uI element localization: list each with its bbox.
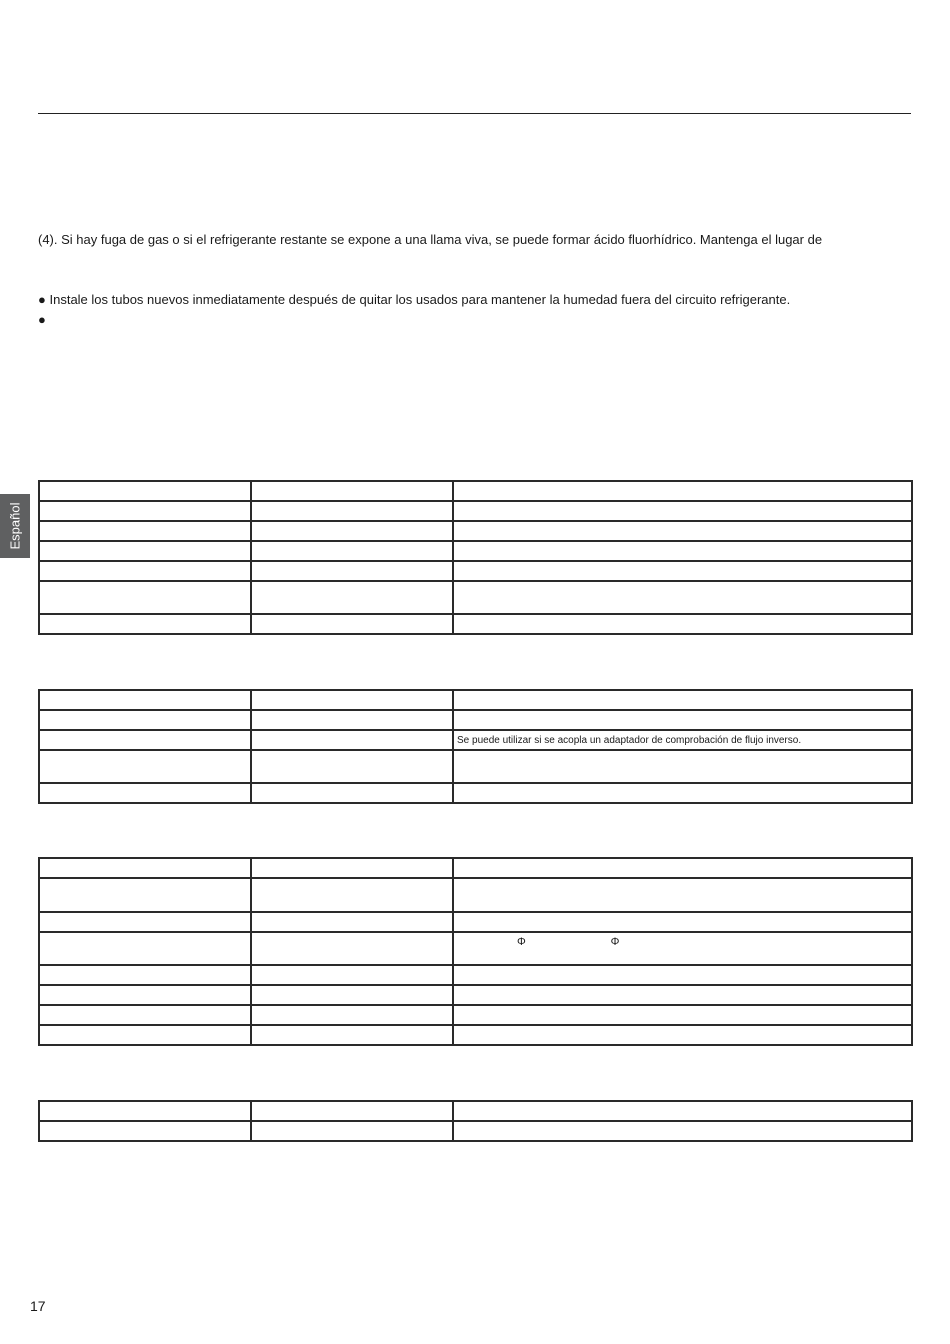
table-cell bbox=[251, 1025, 453, 1045]
table-2 bbox=[38, 689, 913, 804]
table-row bbox=[39, 501, 912, 521]
table-cell bbox=[453, 521, 912, 541]
table-row bbox=[39, 783, 912, 803]
paragraph-4: (4). Si hay fuga de gas o si el refrigerante restante se expone a una llama viva, se puede formar ácido fluorhídrico. Mantenga el lugar de bbox=[38, 232, 823, 247]
page-number: 17 bbox=[30, 1298, 46, 1314]
table-cell bbox=[453, 690, 912, 710]
table-cell bbox=[251, 501, 453, 521]
table-cell bbox=[39, 750, 251, 783]
table-3 bbox=[38, 857, 913, 1046]
bullet-item-2 bbox=[38, 312, 46, 328]
table-cell bbox=[453, 1121, 912, 1141]
table-cell bbox=[251, 932, 453, 965]
table-row bbox=[39, 1025, 912, 1045]
table-cell bbox=[453, 985, 912, 1005]
table-cell bbox=[251, 1121, 453, 1141]
table-row bbox=[39, 750, 912, 783]
table-cell bbox=[39, 912, 251, 932]
table-cell bbox=[453, 614, 912, 634]
table-cell bbox=[251, 878, 453, 912]
table-row bbox=[39, 878, 912, 912]
table-cell bbox=[251, 912, 453, 932]
table-cell bbox=[453, 1005, 912, 1025]
table-cell bbox=[251, 541, 453, 561]
table-cell bbox=[39, 581, 251, 614]
table-cell bbox=[39, 932, 251, 965]
table-cell bbox=[39, 521, 251, 541]
table-1 bbox=[38, 480, 913, 635]
language-side-tab bbox=[0, 494, 30, 558]
table-row bbox=[39, 932, 912, 965]
table-row bbox=[39, 541, 912, 561]
table-cell bbox=[39, 878, 251, 912]
table-cell bbox=[251, 581, 453, 614]
table-row bbox=[39, 1101, 912, 1121]
table-row bbox=[39, 858, 912, 878]
table-cell bbox=[251, 690, 453, 710]
table-cell bbox=[453, 1101, 912, 1121]
table-cell bbox=[453, 858, 912, 878]
table-cell bbox=[453, 912, 912, 932]
table-cell bbox=[251, 521, 453, 541]
table-cell bbox=[39, 690, 251, 710]
table-row bbox=[39, 965, 912, 985]
table-row bbox=[39, 521, 912, 541]
table-cell bbox=[251, 783, 453, 803]
table-row bbox=[39, 912, 912, 932]
table-cell bbox=[39, 614, 251, 634]
table-row bbox=[39, 730, 912, 750]
table-cell bbox=[251, 481, 453, 501]
table-cell bbox=[453, 878, 912, 912]
table-row bbox=[39, 614, 912, 634]
table-cell bbox=[39, 501, 251, 521]
table-row bbox=[39, 561, 912, 581]
table-row bbox=[39, 481, 912, 501]
table-cell bbox=[39, 481, 251, 501]
bullet-item-1 bbox=[38, 292, 790, 308]
phi-symbol: Φ bbox=[610, 936, 620, 948]
table-cell bbox=[453, 783, 912, 803]
table-cell bbox=[251, 750, 453, 783]
table-cell: Se puede utilizar si se acopla un adaptador de comprobación de flujo inverso. bbox=[453, 730, 912, 750]
header-rule bbox=[38, 113, 911, 114]
table-cell bbox=[39, 1101, 251, 1121]
phi-symbol: Φ bbox=[517, 936, 526, 948]
table-cell bbox=[251, 1005, 453, 1025]
table-cell bbox=[39, 783, 251, 803]
table-cell bbox=[39, 985, 251, 1005]
table-row bbox=[39, 1005, 912, 1025]
table-cell bbox=[453, 501, 912, 521]
table-cell bbox=[39, 1025, 251, 1045]
table-cell bbox=[251, 858, 453, 878]
table-cell bbox=[39, 1005, 251, 1025]
table-cell bbox=[453, 932, 912, 965]
table-row bbox=[39, 1121, 912, 1141]
table-cell bbox=[39, 965, 251, 985]
table-cell bbox=[453, 965, 912, 985]
table-cell bbox=[39, 1121, 251, 1141]
bullet-dot-icon: ● bbox=[38, 292, 46, 307]
table-cell bbox=[39, 858, 251, 878]
table-row bbox=[39, 710, 912, 730]
table-cell bbox=[251, 561, 453, 581]
table-row bbox=[39, 985, 912, 1005]
table-cell bbox=[251, 1101, 453, 1121]
bullet-text: Instale los tubos nuevos inmediatamente después de quitar los usados para mantener la humedad fuera del circuito refrigerante. bbox=[49, 292, 791, 307]
side-tab-label: Español bbox=[7, 502, 23, 550]
table-cell bbox=[453, 710, 912, 730]
table-cell bbox=[453, 481, 912, 501]
table-cell bbox=[251, 965, 453, 985]
table-cell bbox=[251, 985, 453, 1005]
table-row bbox=[39, 581, 912, 614]
table-cell bbox=[251, 710, 453, 730]
table-4 bbox=[38, 1100, 913, 1142]
table-cell bbox=[251, 614, 453, 634]
bullet-dot-icon: ● bbox=[38, 312, 46, 327]
table-cell bbox=[39, 561, 251, 581]
table-cell bbox=[453, 581, 912, 614]
table-row bbox=[39, 690, 912, 710]
table-cell bbox=[39, 730, 251, 750]
table-cell bbox=[453, 1025, 912, 1045]
table-cell bbox=[251, 730, 453, 750]
table-cell bbox=[453, 750, 912, 783]
table-cell bbox=[39, 541, 251, 561]
table-cell bbox=[453, 561, 912, 581]
table-cell bbox=[453, 541, 912, 561]
table-cell bbox=[39, 710, 251, 730]
